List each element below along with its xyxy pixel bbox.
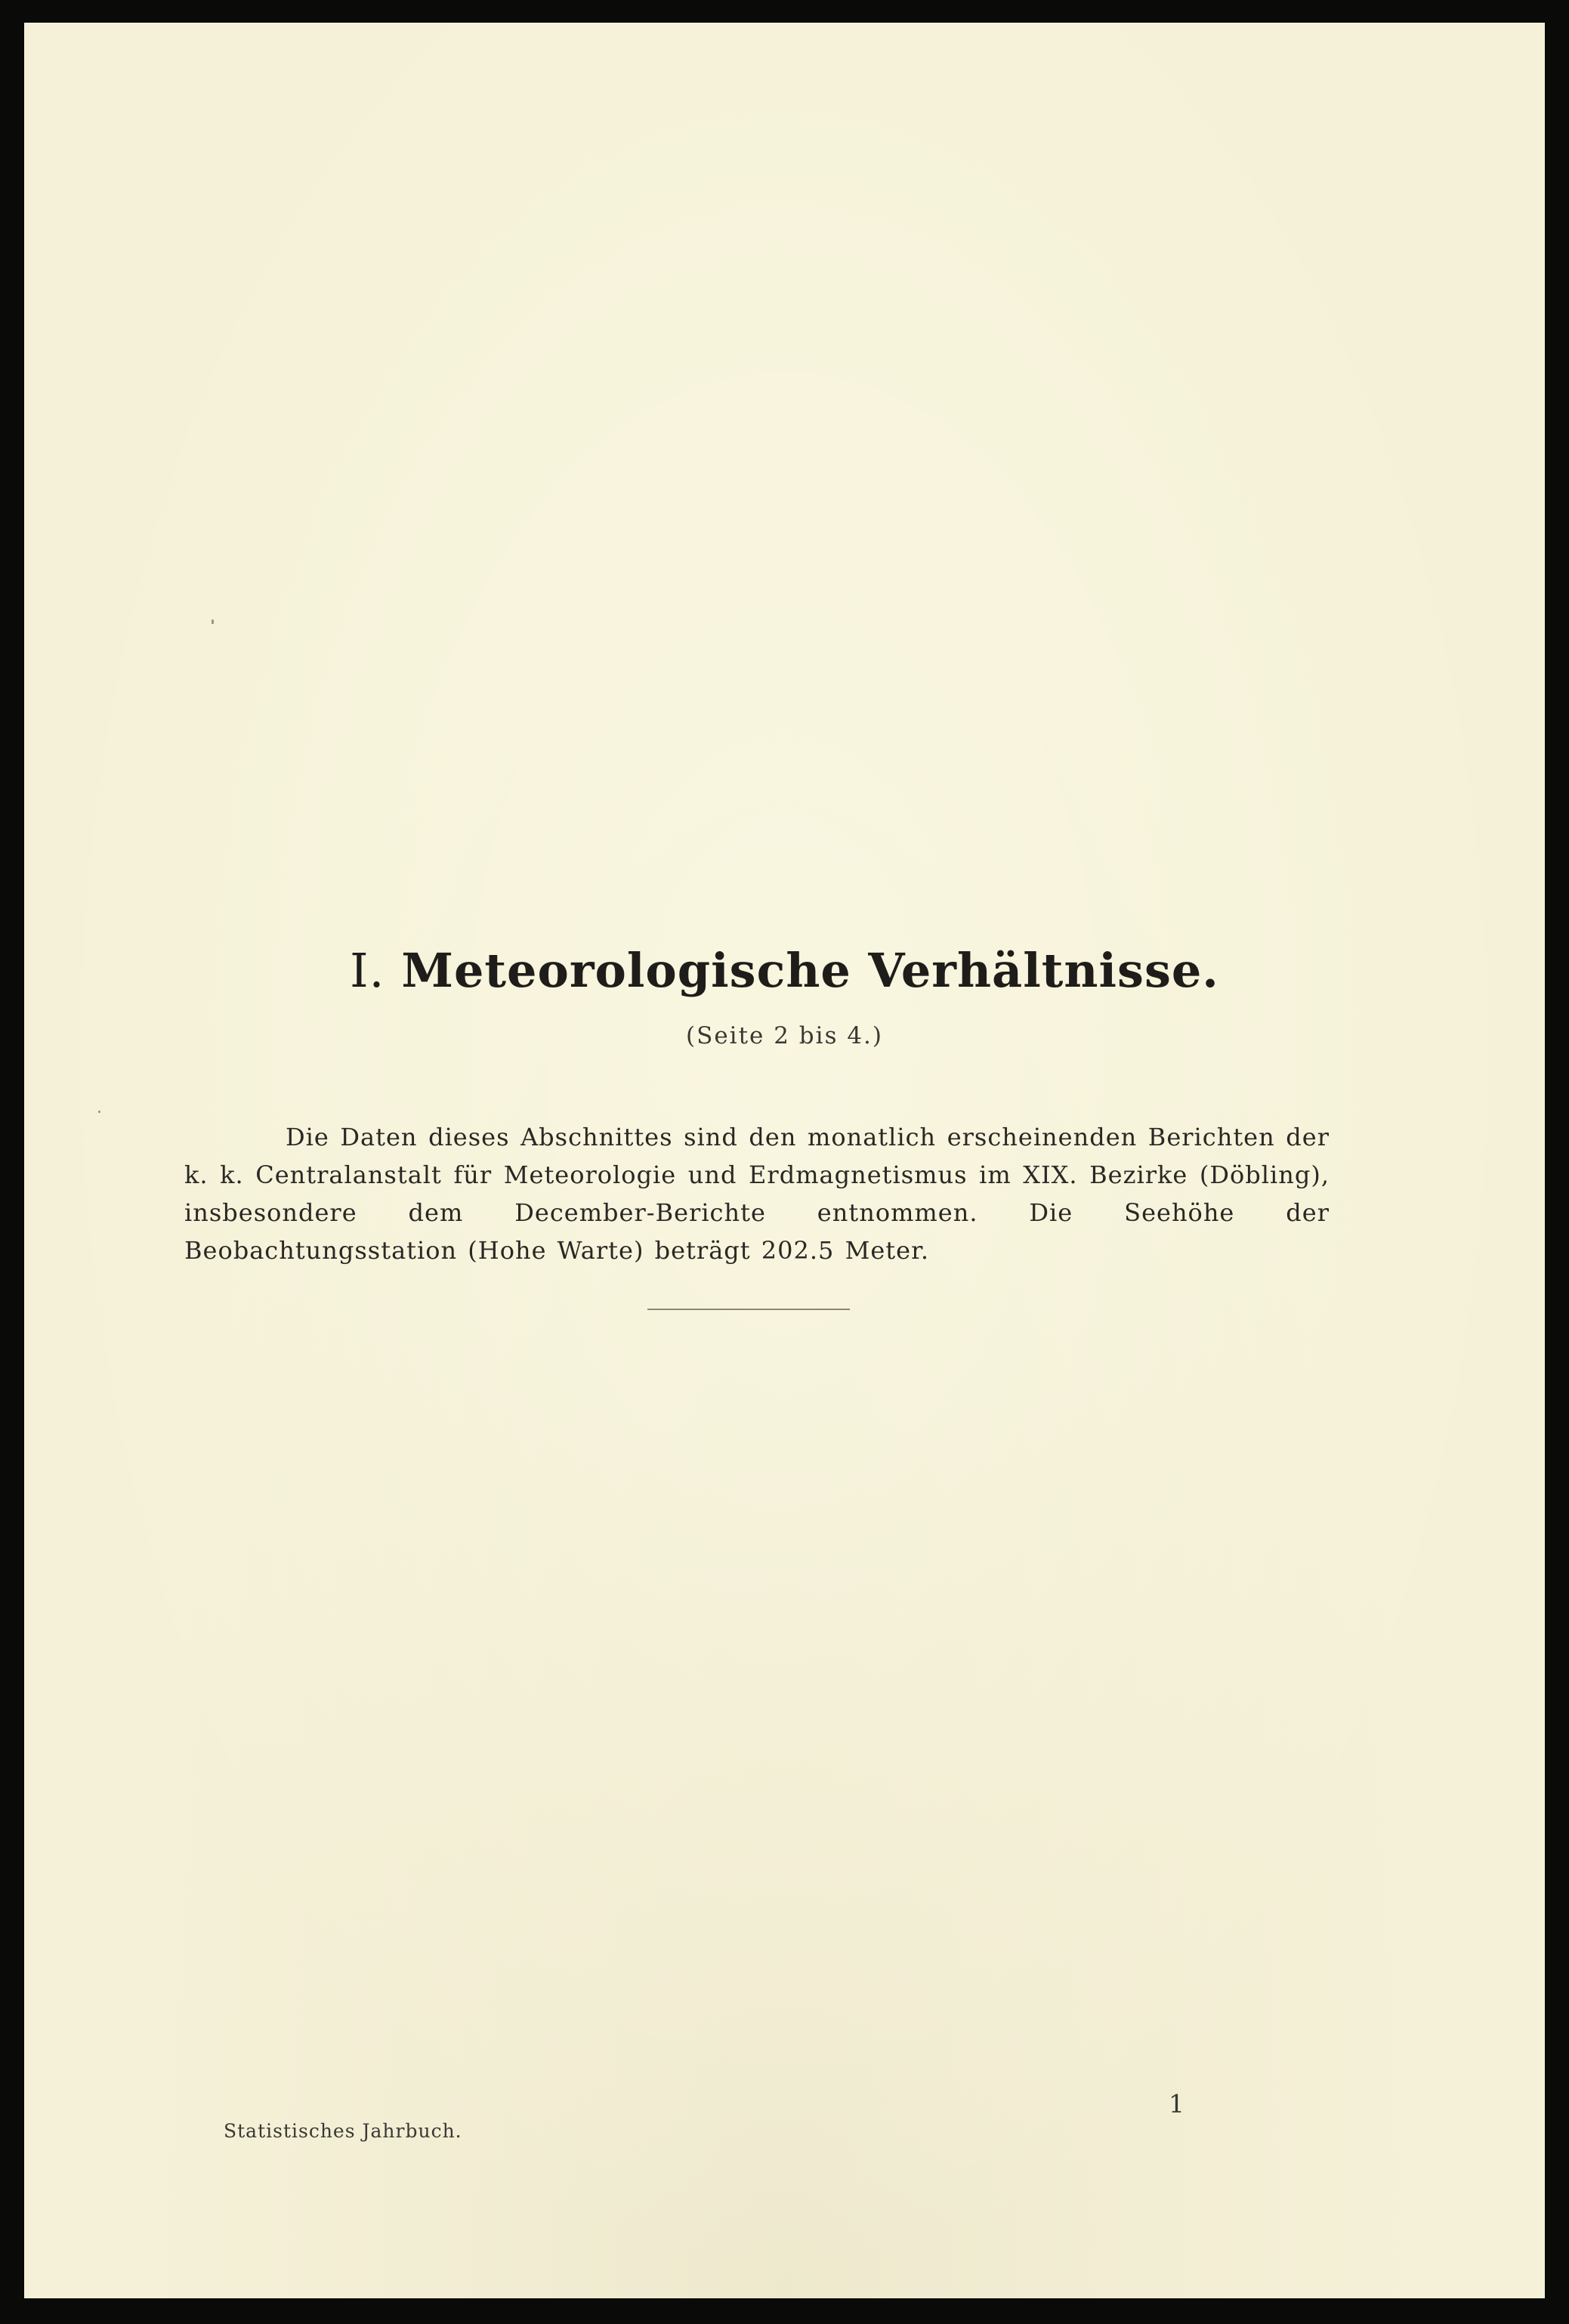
section-title: Meteorologische Verhältnisse. [401,943,1219,998]
intro-paragraph: Die Daten dieses Abschnittes sind den monatlich erscheinenden Berichten der k. k. Centralanstalt für Meteorologie und Erdmagnetismus im XIX. Bezirke (Döbling), insbesondere dem December-Berichte entnommen. Die Seehöhe der Beobachtungsstation (Hohe Warte) beträgt 202.5 Meter. [184,1123,1330,1265]
section-numeral: I. [350,943,385,998]
footer-book-title: Statistisches Jahrbuch. [224,2120,462,2142]
section-divider [647,1309,850,1310]
document-page [24,23,1545,2298]
section-heading [24,943,1545,998]
section-pages-note: (Seite 2 bis 4.) [685,1022,884,1049]
paper-speck [212,620,214,624]
paper-speck [98,1111,100,1113]
page-number: 1 [1169,2089,1184,2118]
